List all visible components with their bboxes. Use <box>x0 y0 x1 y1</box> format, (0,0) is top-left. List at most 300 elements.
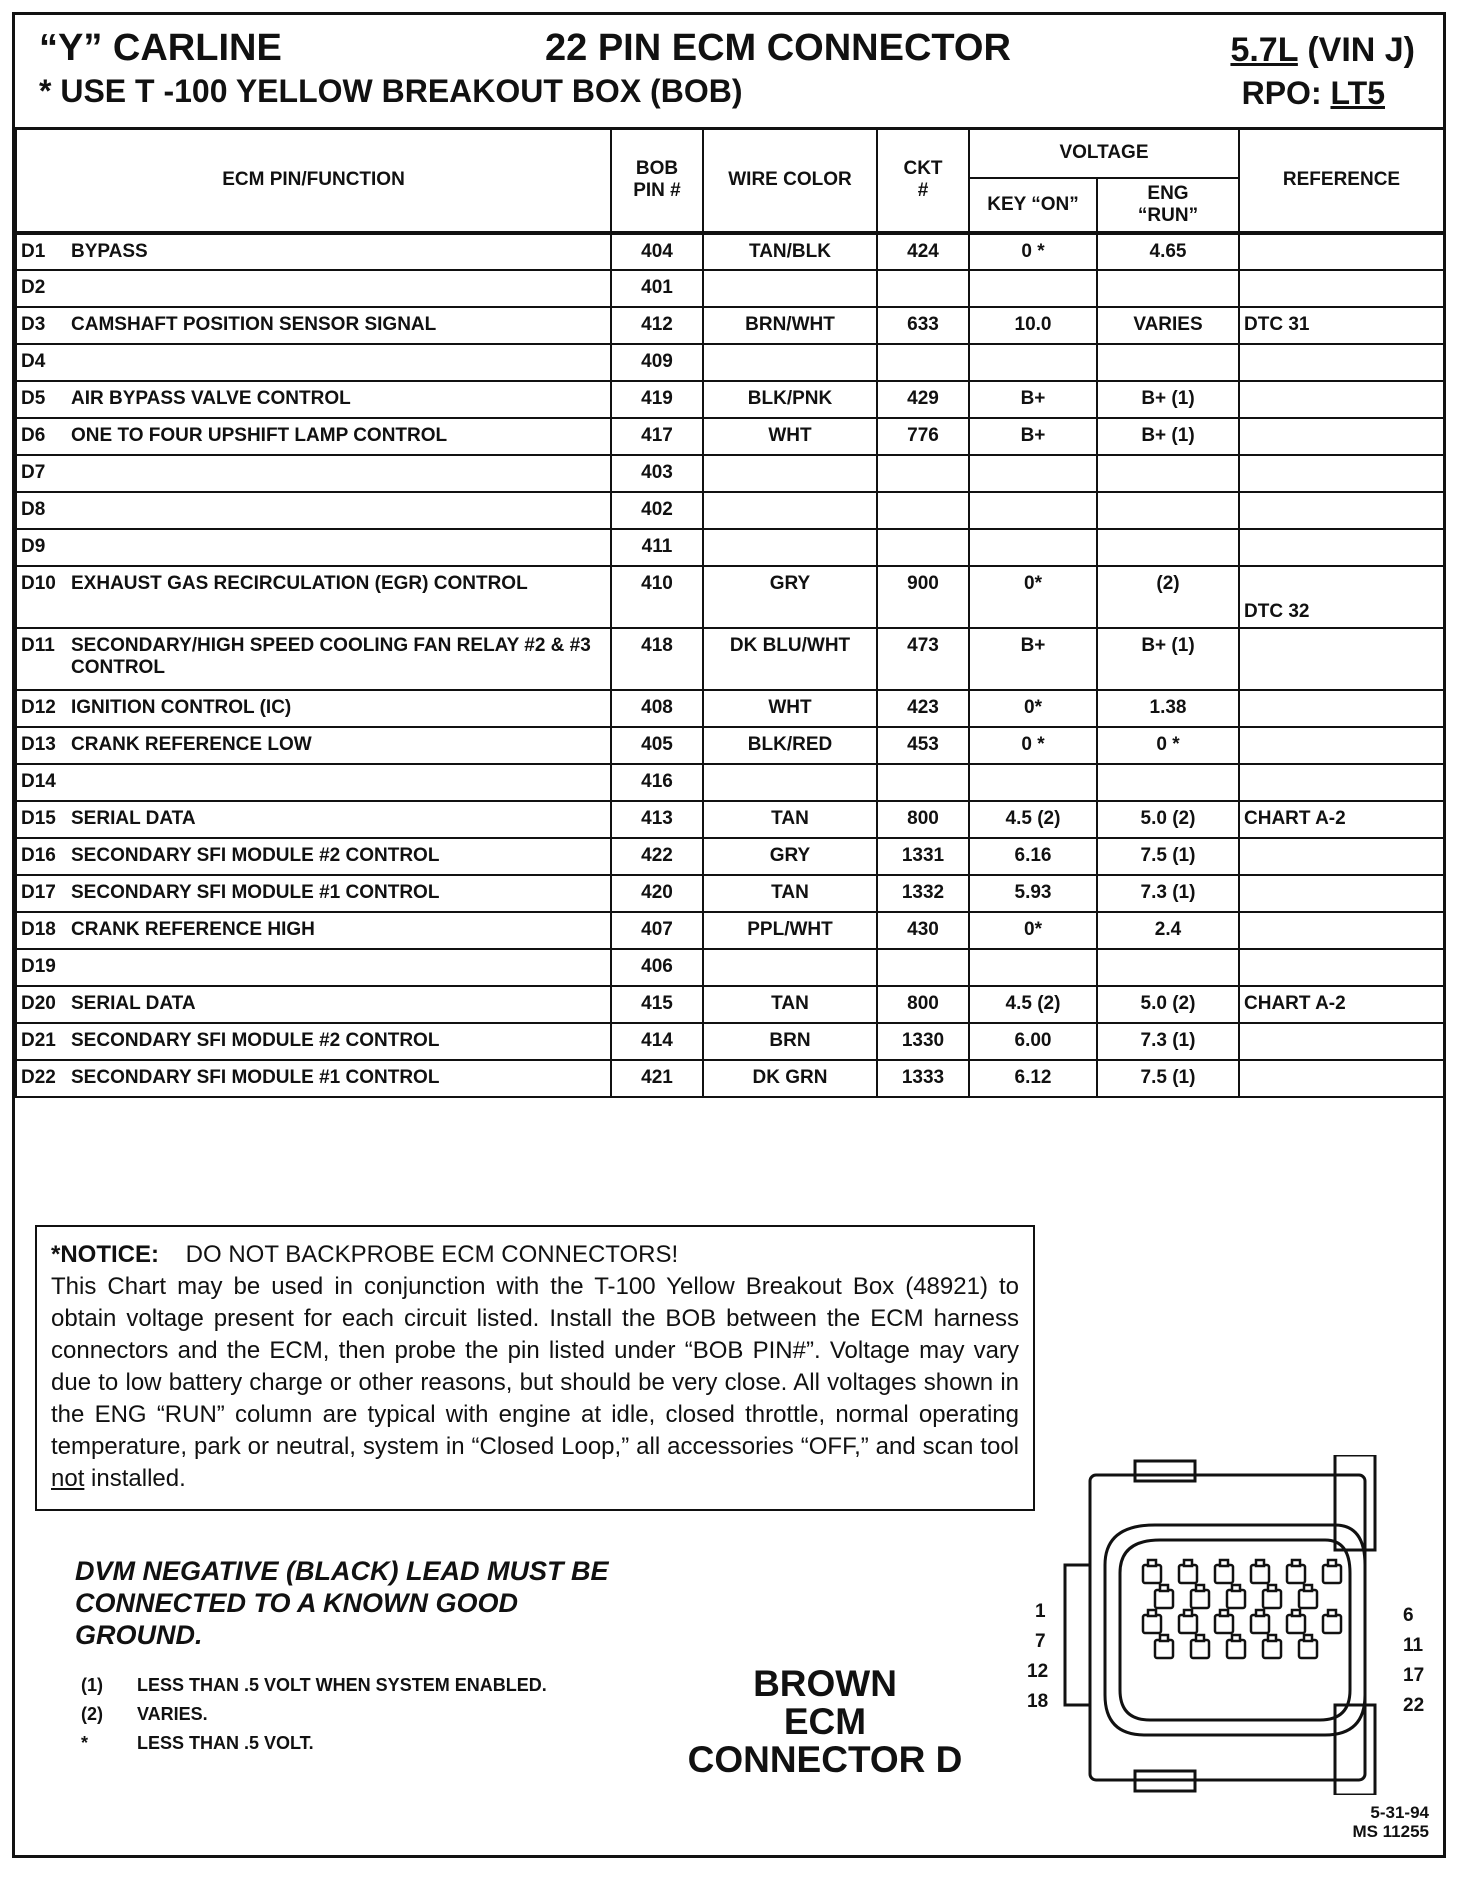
pin-id: D1 <box>21 241 46 262</box>
ckt-cell: 430 <box>877 912 969 949</box>
key-on-cell <box>969 455 1097 492</box>
pin-hole-tab <box>1256 1560 1264 1566</box>
eng-run-cell <box>1097 492 1239 529</box>
engine-vin <box>1230 31 1415 70</box>
connector-title: 22 PIN ECM CONNECTOR <box>545 27 1011 69</box>
pin-hole <box>1191 1590 1209 1608</box>
pin-hole-tab <box>1304 1585 1312 1591</box>
eng-run-cell <box>1097 529 1239 566</box>
pin-id: D6 <box>21 425 46 446</box>
reference-cell <box>1239 1060 1444 1097</box>
notice-not: not <box>51 1465 85 1492</box>
table-row <box>16 455 1444 492</box>
pin-id: D15 <box>21 808 56 829</box>
bob-pin-cell: 413 <box>611 801 703 838</box>
wire-color-cell: DK BLU/WHT <box>703 628 877 690</box>
pin-function: SERIAL DATA <box>71 808 196 829</box>
pin-hole-tab <box>1220 1610 1228 1616</box>
table-row <box>16 1060 1444 1097</box>
pin-hole-tab <box>1148 1560 1156 1566</box>
footnote: (1) LESS THAN .5 VOLT WHEN SYSTEM ENABLED. <box>81 1675 547 1695</box>
table-row <box>16 418 1444 455</box>
pin-id: D17 <box>21 882 56 903</box>
pin-function-cell <box>16 418 611 455</box>
col-wire-color: WIRE COLOR <box>703 128 877 233</box>
key-on-cell <box>969 492 1097 529</box>
key-on-cell: B+ <box>969 381 1097 418</box>
pin-function: ONE TO FOUR UPSHIFT LAMP CONTROL <box>71 425 448 446</box>
engine-size: 5.7L <box>1230 31 1298 69</box>
table-row <box>16 912 1444 949</box>
pin-function: SERIAL DATA <box>71 993 196 1014</box>
pin-label-right: 11 <box>1403 1635 1424 1656</box>
pin-function-cell <box>16 875 611 912</box>
pin-id: D12 <box>21 697 56 718</box>
bob-pin-cell: 415 <box>611 986 703 1023</box>
bob-pin-cell: 409 <box>611 344 703 381</box>
ckt-cell: 429 <box>877 381 969 418</box>
eng-run-cell: 0 * <box>1097 727 1239 764</box>
eng-run-cell: B+ (1) <box>1097 628 1239 690</box>
reference-cell <box>1239 628 1444 690</box>
reference-cell <box>1239 529 1444 566</box>
eng-run-cell: 4.65 <box>1097 233 1239 270</box>
pin-hole-tab <box>1232 1635 1240 1641</box>
wire-color-cell <box>703 529 877 566</box>
pin-hole <box>1323 1615 1341 1633</box>
eng-run-cell: 7.5 (1) <box>1097 1060 1239 1097</box>
pin-function-cell <box>16 690 611 727</box>
bob-pin-cell: 421 <box>611 1060 703 1097</box>
pin-id: D14 <box>21 771 56 792</box>
key-on-cell <box>969 344 1097 381</box>
reference-cell: DTC 32 <box>1239 566 1444 628</box>
pin-function-cell <box>16 912 611 949</box>
pin-hole <box>1191 1640 1209 1658</box>
reference-cell <box>1239 875 1444 912</box>
eng-run-cell: 7.3 (1) <box>1097 1023 1239 1060</box>
pin-hole-tab <box>1232 1585 1240 1591</box>
key-on-cell <box>969 270 1097 307</box>
pin-function: EXHAUST GAS RECIRCULATION (EGR) CONTROL <box>71 573 528 594</box>
col-key-on: KEY “ON” <box>969 178 1097 233</box>
reference-cell <box>1239 912 1444 949</box>
col-eng-run: ENG “RUN” <box>1097 178 1239 233</box>
table-row <box>16 690 1444 727</box>
pin-function-cell <box>16 838 611 875</box>
reference-cell <box>1239 270 1444 307</box>
eng-run-cell <box>1097 344 1239 381</box>
bob-pin-cell: 411 <box>611 529 703 566</box>
ckt-cell <box>877 270 969 307</box>
reference-cell: CHART A-2 <box>1239 986 1444 1023</box>
pin-hole <box>1251 1565 1269 1583</box>
wire-color-cell <box>703 344 877 381</box>
bob-pin-cell: 410 <box>611 566 703 628</box>
bob-pin-cell: 422 <box>611 838 703 875</box>
table-row <box>16 801 1444 838</box>
pin-hole-tab <box>1160 1585 1168 1591</box>
wire-color-cell: TAN/BLK <box>703 233 877 270</box>
pin-table <box>15 127 1445 1098</box>
bob-pin-cell: 420 <box>611 875 703 912</box>
reference-cell <box>1239 344 1444 381</box>
pin-hole-tab <box>1160 1635 1168 1641</box>
pin-function-cell <box>16 307 611 344</box>
notice-headline: DO NOT BACKPROBE ECM CONNECTORS! <box>185 1241 679 1268</box>
ckt-cell: 900 <box>877 566 969 628</box>
table-row <box>16 529 1444 566</box>
pin-function: CRANK REFERENCE HIGH <box>71 919 315 940</box>
bob-pin-cell: 408 <box>611 690 703 727</box>
wire-color-cell <box>703 949 877 986</box>
wire-color-cell: TAN <box>703 986 877 1023</box>
ckt-cell: 1330 <box>877 1023 969 1060</box>
ckt-cell: 423 <box>877 690 969 727</box>
bob-pin-cell: 404 <box>611 233 703 270</box>
pin-hole-tab <box>1220 1560 1228 1566</box>
eng-run-cell <box>1097 455 1239 492</box>
pin-hole <box>1263 1640 1281 1658</box>
pin-id: D8 <box>21 499 46 520</box>
pin-function: IGNITION CONTROL (IC) <box>71 697 292 718</box>
wire-color-cell: BLK/RED <box>703 727 877 764</box>
pin-id: D11 <box>21 635 55 656</box>
notice-title: *NOTICE: <box>51 1241 159 1268</box>
table-row <box>16 381 1444 418</box>
reference-cell <box>1239 727 1444 764</box>
col-ckt: CKT # <box>877 128 969 233</box>
pin-hole <box>1263 1590 1281 1608</box>
connector-drawing <box>1035 1455 1445 1795</box>
pin-hole-tab <box>1328 1610 1336 1616</box>
pin-function: SECONDARY SFI MODULE #1 CONTROL <box>71 1067 440 1088</box>
pin-id: D19 <box>21 956 56 977</box>
pin-function: CAMSHAFT POSITION SENSOR SIGNAL <box>71 314 437 335</box>
pin-function: CRANK REFERENCE LOW <box>71 734 312 755</box>
key-on-cell: 6.00 <box>969 1023 1097 1060</box>
wire-color-cell: WHT <box>703 690 877 727</box>
eng-run-cell: 7.5 (1) <box>1097 838 1239 875</box>
pin-function-cell <box>16 986 611 1023</box>
pin-hole <box>1299 1590 1317 1608</box>
pin-hole-tab <box>1196 1585 1204 1591</box>
pin-hole <box>1251 1615 1269 1633</box>
connector-diagram <box>1027 1455 1445 1795</box>
pin-hole <box>1323 1565 1341 1583</box>
pin-function: SECONDARY SFI MODULE #2 CONTROL <box>71 845 440 866</box>
pin-id: D4 <box>21 351 46 372</box>
bob-pin-cell: 403 <box>611 455 703 492</box>
table-row <box>16 838 1444 875</box>
ckt-cell <box>877 764 969 801</box>
key-on-cell: 5.93 <box>969 875 1097 912</box>
bob-pin-cell: 405 <box>611 727 703 764</box>
col-pin-function: ECM PIN/FUNCTION <box>16 128 611 233</box>
reference-cell: CHART A-2 <box>1239 801 1444 838</box>
doc-id: MS 11255 <box>1352 1822 1429 1841</box>
wire-color-cell: DK GRN <box>703 1060 877 1097</box>
eng-run-cell: 5.0 (2) <box>1097 986 1239 1023</box>
key-on-cell <box>969 529 1097 566</box>
pin-id: D22 <box>21 1067 56 1088</box>
table-row <box>16 628 1444 690</box>
key-on-cell: 0* <box>969 690 1097 727</box>
col-reference: REFERENCE <box>1239 128 1444 233</box>
pin-id: D21 <box>21 1030 56 1051</box>
bob-pin-cell: 419 <box>611 381 703 418</box>
wire-color-cell: BRN <box>703 1023 877 1060</box>
pin-hole <box>1155 1640 1173 1658</box>
pin-hole-tab <box>1196 1635 1204 1641</box>
vin: (VIN J) <box>1307 31 1415 69</box>
pin-label-left: 18 <box>1027 1691 1049 1712</box>
bob-pin-cell: 412 <box>611 307 703 344</box>
footnote: * LESS THAN .5 VOLT. <box>81 1733 314 1753</box>
reference-cell <box>1239 838 1444 875</box>
ckt-cell: 633 <box>877 307 969 344</box>
ckt-cell <box>877 529 969 566</box>
connector-label-line: BROWN <box>753 1663 897 1704</box>
notice-body-end: installed. <box>91 1465 186 1492</box>
rpo-label: RPO: <box>1241 75 1322 111</box>
table-row <box>16 344 1444 381</box>
reference-cell: DTC 31 <box>1239 307 1444 344</box>
reference-cell <box>1239 764 1444 801</box>
table-row <box>16 764 1444 801</box>
bob-pin-cell: 416 <box>611 764 703 801</box>
footnote: (2) VARIES. <box>81 1704 208 1724</box>
eng-run-cell: (2) <box>1097 566 1239 628</box>
pin-id: D20 <box>21 993 56 1014</box>
pin-function-cell <box>16 949 611 986</box>
document-frame <box>12 12 1446 1858</box>
ckt-cell: 424 <box>877 233 969 270</box>
ckt-cell: 453 <box>877 727 969 764</box>
table-row <box>16 986 1444 1023</box>
reference-cell <box>1239 690 1444 727</box>
eng-run-cell: 2.4 <box>1097 912 1239 949</box>
pin-hole <box>1287 1615 1305 1633</box>
eng-run-cell <box>1097 949 1239 986</box>
bob-pin-cell: 406 <box>611 949 703 986</box>
pin-hole-tab <box>1184 1610 1192 1616</box>
wire-color-cell <box>703 764 877 801</box>
wire-color-cell: BRN/WHT <box>703 307 877 344</box>
key-on-cell: 4.5 (2) <box>969 801 1097 838</box>
wire-color-cell: TAN <box>703 801 877 838</box>
ckt-cell <box>877 492 969 529</box>
pin-hole-tab <box>1292 1560 1300 1566</box>
reference-cell <box>1239 492 1444 529</box>
connector-label <box>675 1665 975 1779</box>
pin-function: SECONDARY SFI MODULE #2 CONTROL <box>71 1030 440 1051</box>
eng-run-cell: 1.38 <box>1097 690 1239 727</box>
key-on-cell: 0* <box>969 912 1097 949</box>
reference-cell <box>1239 949 1444 986</box>
bob-pin-cell: 401 <box>611 270 703 307</box>
pin-function-cell <box>16 566 611 628</box>
wire-color-cell: PPL/WHT <box>703 912 877 949</box>
ckt-cell: 473 <box>877 628 969 690</box>
wire-color-cell <box>703 455 877 492</box>
col-voltage: VOLTAGE <box>969 128 1239 178</box>
ckt-cell <box>877 455 969 492</box>
key-on-cell: 6.16 <box>969 838 1097 875</box>
eng-run-cell: B+ (1) <box>1097 418 1239 455</box>
bob-pin-cell: 417 <box>611 418 703 455</box>
pin-function-cell <box>16 628 611 690</box>
table-row <box>16 233 1444 270</box>
notice-box <box>35 1225 1035 1511</box>
pin-function-cell <box>16 1023 611 1060</box>
pin-id: D3 <box>21 314 46 335</box>
ckt-cell: 776 <box>877 418 969 455</box>
pin-hole-tab <box>1148 1610 1156 1616</box>
key-on-cell: B+ <box>969 418 1097 455</box>
pin-function-cell <box>16 381 611 418</box>
pin-hole <box>1299 1640 1317 1658</box>
pin-id: D2 <box>21 277 46 298</box>
pin-id: D10 <box>21 573 56 594</box>
footnotes <box>81 1675 547 1762</box>
pin-label-left: 7 <box>1035 1631 1046 1652</box>
pin-function-cell <box>16 529 611 566</box>
pin-label-right: 17 <box>1403 1665 1425 1686</box>
pin-label-left: 1 <box>1035 1601 1046 1622</box>
pin-id: D7 <box>21 462 46 483</box>
pin-id: D18 <box>21 919 56 940</box>
key-on-cell: B+ <box>969 628 1097 690</box>
pin-function-cell <box>16 233 611 270</box>
key-on-cell <box>969 949 1097 986</box>
wire-color-cell: GRY <box>703 838 877 875</box>
eng-run-cell: 5.0 (2) <box>1097 801 1239 838</box>
connector-label-line: ECM <box>783 1701 867 1742</box>
table-row <box>16 492 1444 529</box>
dvm-warning: DVM NEGATIVE (BLACK) LEAD MUST BE CONNECTED TO A KNOWN GOOD GROUND. <box>75 1556 609 1650</box>
ckt-cell: 1332 <box>877 875 969 912</box>
pin-function-cell <box>16 492 611 529</box>
pin-hole <box>1227 1640 1245 1658</box>
eng-run-cell <box>1097 764 1239 801</box>
wire-color-cell: BLK/PNK <box>703 381 877 418</box>
wire-color-cell: TAN <box>703 875 877 912</box>
table-row <box>16 875 1444 912</box>
eng-run-cell <box>1097 270 1239 307</box>
table-row <box>16 307 1444 344</box>
pin-function-cell <box>16 455 611 492</box>
eng-run-cell: VARIES <box>1097 307 1239 344</box>
pin-hole-tab <box>1268 1585 1276 1591</box>
table-row <box>16 949 1444 986</box>
pin-id: D9 <box>21 536 46 557</box>
wire-color-cell <box>703 270 877 307</box>
pin-hole <box>1179 1565 1197 1583</box>
wire-color-cell: WHT <box>703 418 877 455</box>
reference-cell <box>1239 1023 1444 1060</box>
pin-function: SECONDARY/HIGH SPEED COOLING FAN RELAY #2 & #3 CONTROL <box>71 635 591 678</box>
ckt-cell: 800 <box>877 986 969 1023</box>
header <box>15 15 1443 130</box>
ckt-cell: 800 <box>877 801 969 838</box>
pin-label-right: 22 <box>1403 1695 1425 1716</box>
pin-hole-tab <box>1292 1610 1300 1616</box>
key-on-cell: 10.0 <box>969 307 1097 344</box>
ckt-cell: 1333 <box>877 1060 969 1097</box>
pin-id: D5 <box>21 388 46 409</box>
ckt-cell: 1331 <box>877 838 969 875</box>
pin-function-cell <box>16 764 611 801</box>
rpo <box>1242 75 1385 112</box>
reference-cell <box>1239 381 1444 418</box>
key-on-cell: 0 * <box>969 727 1097 764</box>
key-on-cell <box>969 764 1097 801</box>
reference-cell <box>1239 418 1444 455</box>
pin-hole-tab <box>1304 1635 1312 1641</box>
eng-run-cell: 7.3 (1) <box>1097 875 1239 912</box>
table-row <box>16 270 1444 307</box>
pin-id: D13 <box>21 734 56 755</box>
reference-cell <box>1239 455 1444 492</box>
key-on-cell: 4.5 (2) <box>969 986 1097 1023</box>
wire-color-cell <box>703 492 877 529</box>
bob-pin-cell: 402 <box>611 492 703 529</box>
pin-hole <box>1143 1615 1161 1633</box>
pin-hole <box>1143 1565 1161 1583</box>
pin-function-cell <box>16 344 611 381</box>
pin-hole <box>1227 1590 1245 1608</box>
bob-instruction: * USE T -100 YELLOW BREAKOUT BOX (BOB) <box>39 73 743 109</box>
pin-hole <box>1287 1565 1305 1583</box>
table-row <box>16 727 1444 764</box>
pin-hole-tab <box>1184 1560 1192 1566</box>
pin-function-cell <box>16 1060 611 1097</box>
ckt-cell <box>877 344 969 381</box>
connector-label-line: CONNECTOR D <box>687 1739 963 1780</box>
pin-hole <box>1215 1615 1233 1633</box>
table-row <box>16 1023 1444 1060</box>
pin-hole-tab <box>1268 1635 1276 1641</box>
pin-function: SECONDARY SFI MODULE #1 CONTROL <box>71 882 440 903</box>
table-row <box>16 566 1444 628</box>
bob-pin-cell: 418 <box>611 628 703 690</box>
doc-stamp <box>1352 1803 1429 1841</box>
pin-hole <box>1215 1565 1233 1583</box>
reference-cell <box>1239 233 1444 270</box>
pin-function-cell <box>16 801 611 838</box>
col-bob-pin: BOB PIN # <box>611 128 703 233</box>
ckt-cell <box>877 949 969 986</box>
pin-hole <box>1155 1590 1173 1608</box>
pin-function-cell <box>16 727 611 764</box>
key-on-cell: 6.12 <box>969 1060 1097 1097</box>
pin-function-cell <box>16 270 611 307</box>
doc-date: 5-31-94 <box>1370 1803 1429 1822</box>
pin-function: AIR BYPASS VALVE CONTROL <box>71 388 351 409</box>
key-on-cell: 0 * <box>969 233 1097 270</box>
pin-hole-tab <box>1256 1610 1264 1616</box>
pin-label-right: 6 <box>1403 1605 1414 1626</box>
pin-id: D16 <box>21 845 56 866</box>
bob-pin-cell: 414 <box>611 1023 703 1060</box>
carline-title: “Y” CARLINE <box>39 27 282 69</box>
eng-run-cell: B+ (1) <box>1097 381 1239 418</box>
notice-body: This Chart may be used in conjunction with the T-100 Yellow Breakout Box (48921) to obtain voltage present for each circuit listed. Install the BOB between the ECM harness connectors and the ECM, then probe the pin listed under “BOB PIN#”. Voltage may vary due to low battery charge or other reasons, but should be very close. All voltages shown in the ENG “RUN” column are typical with engine at idle, closed throttle, normal operating temperature, park or neutral, system in “Closed Loop,” all accessories “OFF,” and scan tool <box>51 1273 1019 1460</box>
rpo-value: LT5 <box>1330 75 1385 111</box>
pin-function: BYPASS <box>71 241 148 262</box>
pin-hole <box>1179 1615 1197 1633</box>
